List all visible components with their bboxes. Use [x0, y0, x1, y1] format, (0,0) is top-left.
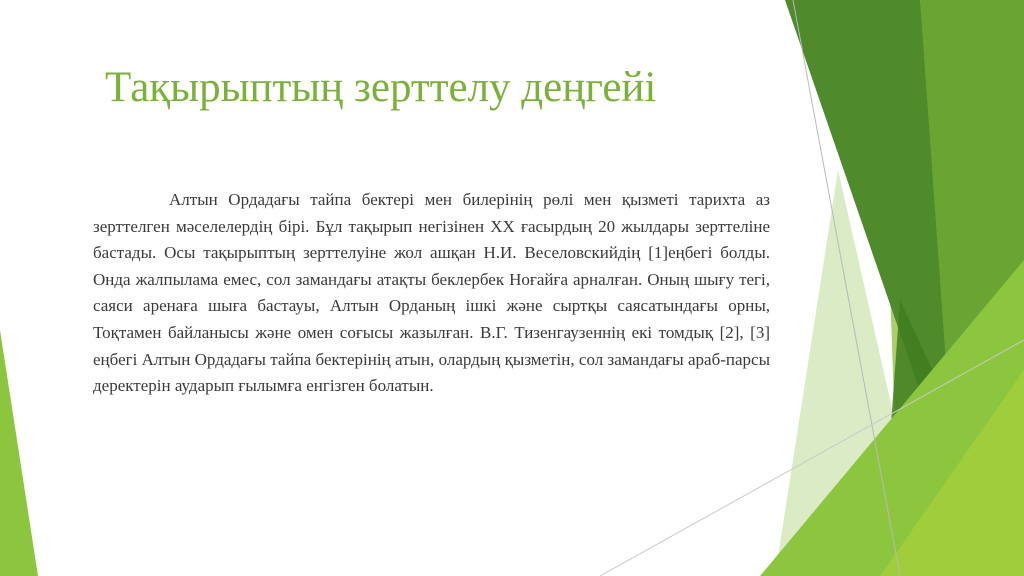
body-paragraph: Алтын Ордадағы тайпа бектері мен билерінің рөлі мен қызметі тарихта аз зерттелген мәселелердің бірі. Бұл тақырып негізінен ХХ ғасырдың 20 жылдары зерттеліне бастады. Осы тақырыптың зерттелуіне жол ашқан Н.И. Веселовскийдің [1]еңбегі болды. Онда жалпылама емес, сол замандағы атақты беклербек Ноғайға арналған. Оның шығу тегі, саяси аренаға шыға бастауы, Алтын Орданың ішкі және сыртқы саясатындағы орны, Тоқтамен байланысы және омен соғысы жазылған. В.Г. Тизенгаузеннің екі томдық [2], [3] еңбегі Алтын Ордадағы тайпа бектерінің атын, олардың қызметін, сол замандағы араб-парсы деректерін аударып ғылымға енгізген болатын. [93, 190, 770, 396]
slide-title: Тақырыптың зерттелу деңгейі [105, 64, 657, 111]
left-green-facet [0, 330, 38, 576]
